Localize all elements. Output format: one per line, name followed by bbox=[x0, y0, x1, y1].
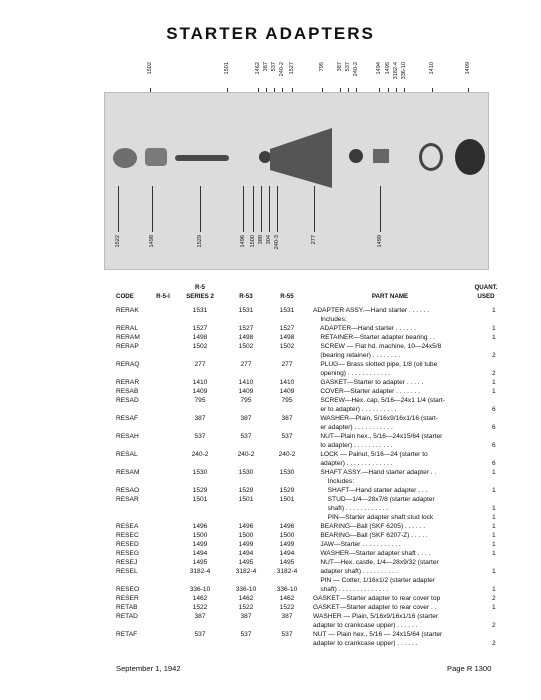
cell-desc: LOCK — Palnut, 5/16—24 (starter to bbox=[313, 451, 428, 458]
table-row bbox=[0, 387, 541, 396]
cell-qty: 1 bbox=[492, 523, 496, 530]
cell-n2: 1409 bbox=[238, 388, 254, 395]
cell-desc: NUT — Plain hex., 5/16 — 24x15/64 (starter bbox=[313, 631, 443, 638]
callout-leader bbox=[380, 186, 381, 232]
cell-n2: 387 bbox=[240, 415, 252, 422]
cell-qty: 1 bbox=[492, 487, 496, 494]
cell-desc: to adapter) . . . . . . . . . . . bbox=[313, 442, 393, 449]
header-r51: R-5-I bbox=[156, 293, 170, 300]
part-gasket-left bbox=[113, 148, 137, 168]
cell-n3: 1498 bbox=[279, 334, 295, 341]
cell-desc: RETAINER—Starter adapter bearing . . bbox=[313, 334, 435, 341]
cell-qty: 1 bbox=[492, 388, 496, 395]
table-row bbox=[0, 630, 541, 639]
cell-code: RESAL bbox=[116, 451, 138, 458]
cell-n2: 1494 bbox=[238, 550, 254, 557]
cell-desc: GASKET—Starter to adapter . . . . . bbox=[313, 379, 424, 386]
cell-n1: 1409 bbox=[192, 388, 208, 395]
table-row bbox=[0, 594, 541, 603]
cell-n1: 3182-4 bbox=[189, 568, 211, 575]
part-adapter-housing bbox=[270, 128, 332, 188]
cell-desc: shaft) . . . . . . . . . . . . bbox=[313, 505, 389, 512]
cell-code: RERAP bbox=[116, 343, 139, 350]
cell-desc: WASHER—Plain, 5/16x9/16x1/16 (start- bbox=[313, 415, 439, 422]
table-row bbox=[0, 522, 541, 531]
cell-qty: 1 bbox=[492, 514, 496, 521]
callout-top-label: 537 bbox=[345, 62, 351, 72]
cell-code: RERAK bbox=[116, 307, 139, 314]
callout-bottom-label: 240-3 bbox=[274, 235, 280, 250]
cell-n1: 240-2 bbox=[191, 451, 209, 458]
callout-top-label: 795 bbox=[319, 62, 325, 72]
callout-leader bbox=[243, 186, 244, 232]
table-row bbox=[0, 621, 541, 630]
cell-desc: adapter) . . . . . . . . . . . . . bbox=[313, 460, 393, 467]
cell-desc: NUT—Plain hex., 5/16—24x15/64 (starter bbox=[313, 433, 443, 440]
cell-desc: GASKET—Starter adapter to rear cover . . bbox=[313, 604, 437, 611]
cell-n1: 1495 bbox=[192, 559, 208, 566]
cell-n3: 336-10 bbox=[276, 586, 298, 593]
callout-top-label: 1527 bbox=[289, 62, 295, 75]
callout-top-label: 537 bbox=[271, 62, 277, 72]
part-bearing-large bbox=[349, 149, 363, 163]
table-row bbox=[0, 378, 541, 387]
cell-code: RERAQ bbox=[116, 361, 140, 368]
header-quant-line1: QUANT. bbox=[474, 284, 498, 291]
cell-n2: 387 bbox=[240, 613, 252, 620]
table-row bbox=[0, 567, 541, 576]
cell-code: RESEC bbox=[116, 532, 139, 539]
cell-n1: 387 bbox=[194, 415, 206, 422]
cell-qty: 6 bbox=[492, 442, 496, 449]
cell-qty: 2 bbox=[492, 370, 496, 377]
cell-qty: 1 bbox=[492, 379, 496, 386]
cell-n1: 1410 bbox=[192, 379, 208, 386]
callout-bottom-label: 1496 bbox=[240, 235, 246, 248]
cell-n2: 1529 bbox=[238, 487, 254, 494]
callout-top-label: 1410 bbox=[429, 62, 435, 75]
cell-code: RESAB bbox=[116, 388, 139, 395]
cell-n1: 1529 bbox=[192, 487, 208, 494]
cell-n3: 1495 bbox=[279, 559, 295, 566]
cell-code: RERAR bbox=[116, 379, 140, 386]
parts-photo bbox=[104, 92, 489, 270]
callout-bottom-label: 304 bbox=[266, 235, 272, 245]
cell-code: RESAF bbox=[116, 415, 138, 422]
cell-qty: 1 bbox=[492, 325, 496, 332]
cell-n3: 1500 bbox=[279, 532, 295, 539]
cell-n3: 1462 bbox=[279, 595, 295, 602]
cell-desc: shaft) . . . . . . . . . . . . . . bbox=[313, 586, 389, 593]
cell-qty: 1 bbox=[492, 568, 496, 575]
cell-code: RESEG bbox=[116, 550, 140, 557]
cell-n2: 537 bbox=[240, 631, 252, 638]
cell-code: RETAB bbox=[116, 604, 138, 611]
callout-bottom-label: 277 bbox=[311, 235, 317, 245]
cell-code: RESEO bbox=[116, 586, 140, 593]
cell-code: RETAD bbox=[116, 613, 138, 620]
callout-top-label: 387 bbox=[263, 62, 269, 72]
cell-n2: 277 bbox=[240, 361, 252, 368]
cell-desc: ADAPTER—Hand starter . . . . . . bbox=[313, 325, 416, 332]
header-r55: R-55 bbox=[280, 293, 294, 300]
cell-n1: 1498 bbox=[192, 334, 208, 341]
part-gasket-ring bbox=[419, 143, 443, 171]
callout-top-label: 1502 bbox=[147, 62, 153, 75]
table-row bbox=[0, 414, 541, 423]
table-row bbox=[0, 540, 541, 549]
cell-desc: BEARING—Ball (SKF 6207-Z) . . . . . bbox=[313, 532, 428, 539]
callout-bottom-label: 1498 bbox=[149, 235, 155, 248]
cell-n2: 1502 bbox=[238, 343, 254, 350]
header-code: CODE bbox=[116, 293, 134, 300]
callout-top-label: 240-2 bbox=[353, 62, 359, 77]
cell-desc: JAW—Starter . . . . . . . . . . . bbox=[313, 541, 401, 548]
callout-top-label: 1462 bbox=[255, 62, 261, 75]
cell-desc: PLUG— Brass slotted pipe, 1/8 (oil tube bbox=[313, 361, 438, 368]
cell-desc: WASHER — Plain, 5/16x9/16x1/16 (starter bbox=[313, 613, 439, 620]
cell-n1: 795 bbox=[194, 397, 206, 404]
table-row bbox=[0, 360, 541, 369]
cell-desc: NUT—Hex. castle, 1/4—28x9/32 (starter bbox=[313, 559, 439, 566]
table-row bbox=[0, 450, 541, 459]
cell-n1: 537 bbox=[194, 631, 206, 638]
cell-qty: 1 bbox=[492, 469, 496, 476]
cell-n1: 537 bbox=[194, 433, 206, 440]
header-r5s2-line2: SERIES 2 bbox=[186, 293, 214, 300]
cell-desc: PIN—Starter adapter shaft stud lock bbox=[313, 514, 434, 521]
cell-n2: 537 bbox=[240, 433, 252, 440]
cell-n1: 277 bbox=[194, 361, 206, 368]
callout-bottom-label: 1529 bbox=[197, 235, 203, 248]
cell-n2: 1410 bbox=[238, 379, 254, 386]
cell-qty: 6 bbox=[492, 460, 496, 467]
footer-page: Page R 1300 bbox=[447, 664, 492, 673]
cell-code: RETAF bbox=[116, 631, 138, 638]
table-row bbox=[0, 576, 541, 585]
table-row bbox=[0, 306, 541, 315]
cell-desc: SHAFT—Hand starter adapter . . . bbox=[313, 487, 428, 494]
cell-code: RERAL bbox=[116, 325, 138, 332]
cell-code: RESAR bbox=[116, 496, 139, 503]
cell-n1: 1527 bbox=[192, 325, 208, 332]
part-retainer bbox=[145, 148, 167, 166]
table-row bbox=[0, 333, 541, 342]
table-row bbox=[0, 531, 541, 540]
table-row bbox=[0, 369, 541, 378]
cell-n3: 537 bbox=[281, 631, 293, 638]
cell-qty: 1 bbox=[492, 532, 496, 539]
cell-desc: adapter to crankcase upper) . . . . . . bbox=[313, 640, 418, 647]
cell-n1: 1530 bbox=[192, 469, 208, 476]
cell-n2: 1530 bbox=[238, 469, 254, 476]
table-row bbox=[0, 495, 541, 504]
table-row bbox=[0, 504, 541, 513]
callout-top-label: 387 bbox=[337, 62, 343, 72]
cell-n3: 537 bbox=[281, 433, 293, 440]
table-row bbox=[0, 432, 541, 441]
table-row bbox=[0, 612, 541, 621]
cell-n3: 1409 bbox=[279, 388, 295, 395]
cell-n1: 387 bbox=[194, 613, 206, 620]
cell-n1: 1522 bbox=[192, 604, 208, 611]
cell-code: RESER bbox=[116, 595, 139, 602]
header-r5s2-line1: R-5 bbox=[195, 284, 205, 291]
cell-n3: 1531 bbox=[279, 307, 295, 314]
cell-n3: 1530 bbox=[279, 469, 295, 476]
cell-code: RESAD bbox=[116, 397, 139, 404]
cell-n1: 1531 bbox=[192, 307, 208, 314]
table-row bbox=[0, 396, 541, 405]
cell-n3: 1499 bbox=[279, 541, 295, 548]
callout-leader bbox=[253, 186, 254, 232]
cell-qty: 2 bbox=[492, 595, 496, 602]
cell-desc: er to adapter) . . . . . . . . . . bbox=[313, 406, 397, 413]
part-jaw bbox=[373, 149, 389, 163]
table-row bbox=[0, 315, 541, 324]
cell-desc: WASHER—Starter adapter shaft . . . . bbox=[313, 550, 431, 557]
page-title: STARTER ADAPTERS bbox=[166, 24, 375, 43]
cell-n1: 1494 bbox=[192, 550, 208, 557]
cell-desc: STUD—1/4—28x7/8 (starter adapter bbox=[313, 496, 435, 503]
cell-qty: 1 bbox=[492, 604, 496, 611]
table-row bbox=[0, 477, 541, 486]
cell-qty: 2 bbox=[492, 640, 496, 647]
cell-desc: adapter shaft) . . . . . . . . . . bbox=[313, 568, 398, 575]
table-row bbox=[0, 324, 541, 333]
cell-desc: COVER—Starter adapter . . . . . . . bbox=[313, 388, 421, 395]
cell-n1: 1501 bbox=[192, 496, 208, 503]
callout-top-label: 1501 bbox=[224, 62, 230, 75]
header-quant-line2: USED bbox=[477, 293, 495, 300]
callout-leader bbox=[261, 186, 262, 232]
cell-n2: 1462 bbox=[238, 595, 254, 602]
cell-n3: 387 bbox=[281, 415, 293, 422]
callout-top-label: 3182-4 bbox=[393, 62, 399, 80]
cell-desc: GASKET—Starter adapter to rear cover top bbox=[313, 595, 441, 602]
callout-bottom-label: 388 bbox=[258, 235, 264, 245]
table-row bbox=[0, 459, 541, 468]
cell-n2: 795 bbox=[240, 397, 252, 404]
cell-qty: 2 bbox=[492, 622, 496, 629]
table-row bbox=[0, 486, 541, 495]
cell-code: RERAM bbox=[116, 334, 140, 341]
table-row bbox=[0, 423, 541, 432]
cell-n3: 1496 bbox=[279, 523, 295, 530]
cell-qty: 2 bbox=[492, 352, 496, 359]
table-row bbox=[0, 603, 541, 612]
cell-n2: 336-10 bbox=[235, 586, 257, 593]
cell-n2: 3182-4 bbox=[235, 568, 257, 575]
cell-qty: 1 bbox=[492, 307, 496, 314]
table-row bbox=[0, 405, 541, 414]
callout-top-label: 1409 bbox=[465, 62, 471, 75]
callout-leader bbox=[277, 186, 278, 232]
table-row bbox=[0, 558, 541, 567]
table-row bbox=[0, 468, 541, 477]
callout-leader bbox=[118, 186, 119, 232]
callout-top-label: 336-10 bbox=[401, 62, 407, 80]
cell-qty: 1 bbox=[492, 541, 496, 548]
cell-code: RESEJ bbox=[116, 559, 138, 566]
cell-desc: BEARING—Ball (SKF 6205) . . . . . . bbox=[313, 523, 426, 530]
cell-n3: 1501 bbox=[279, 496, 295, 503]
cell-n1: 1499 bbox=[192, 541, 208, 548]
callout-bottom-label: 1500 bbox=[250, 235, 256, 248]
cell-qty: 1 bbox=[492, 505, 496, 512]
cell-code: RESEA bbox=[116, 523, 139, 530]
cell-desc: SCREW — Flat hd. machine, 10—24x5/8 bbox=[313, 343, 442, 350]
cell-qty: 1 bbox=[492, 586, 496, 593]
cell-n1: 1502 bbox=[192, 343, 208, 350]
callout-bottom-label: 1522 bbox=[115, 235, 121, 248]
table-row bbox=[0, 441, 541, 450]
cell-n2: 1499 bbox=[238, 541, 254, 548]
callout-top-label: 1495 bbox=[385, 62, 391, 75]
cell-code: RESAO bbox=[116, 487, 140, 494]
cell-desc: Includes: bbox=[313, 316, 347, 323]
cell-desc: er adapter) . . . . . . . . . . . bbox=[313, 424, 393, 431]
table-row bbox=[0, 549, 541, 558]
header-r53: R-53 bbox=[239, 293, 253, 300]
cell-n3: 1527 bbox=[279, 325, 295, 332]
cell-desc: ADAPTER ASSY.—Hand starter . . . . . . bbox=[313, 307, 430, 314]
table-row bbox=[0, 585, 541, 594]
cell-n3: 387 bbox=[281, 613, 293, 620]
cell-n2: 1527 bbox=[238, 325, 254, 332]
cell-n2: 1495 bbox=[238, 559, 254, 566]
cell-n1: 1462 bbox=[192, 595, 208, 602]
cell-desc: SCREW—Hex. cap, 5/16—24x1 1/4 (start- bbox=[313, 397, 445, 404]
cell-n2: 1531 bbox=[238, 307, 254, 314]
cell-desc: SHAFT ASSY.—Hand starter adapter . . bbox=[313, 469, 437, 476]
cell-n1: 1496 bbox=[192, 523, 208, 530]
cell-n3: 1529 bbox=[279, 487, 295, 494]
cell-code: RESEL bbox=[116, 568, 138, 575]
callout-leader bbox=[152, 186, 153, 232]
cell-code: RESED bbox=[116, 541, 139, 548]
callout-bottom-label: 1499 bbox=[377, 235, 383, 248]
cell-n3: 1494 bbox=[279, 550, 295, 557]
cell-desc: (bearing retainer) . . . . . . . . bbox=[313, 352, 401, 359]
table-row bbox=[0, 342, 541, 351]
cell-n3: 240-2 bbox=[278, 451, 296, 458]
cell-n3: 1522 bbox=[279, 604, 295, 611]
cell-n3: 795 bbox=[281, 397, 293, 404]
callout-leader bbox=[269, 186, 270, 232]
cell-qty: 1 bbox=[492, 334, 496, 341]
cell-desc: Includes: bbox=[313, 478, 355, 485]
cell-n2: 1522 bbox=[238, 604, 254, 611]
cell-n3: 1502 bbox=[279, 343, 295, 350]
callout-top-label: 240-2 bbox=[279, 62, 285, 77]
cell-desc: opening) . . . . . . . . . . . . bbox=[313, 370, 390, 377]
cell-desc: adapter to crankcase upper) . . . . . . bbox=[313, 622, 418, 629]
cell-qty: 6 bbox=[492, 424, 496, 431]
cell-n3: 277 bbox=[281, 361, 293, 368]
cell-code: RESAH bbox=[116, 433, 139, 440]
table-row bbox=[0, 513, 541, 522]
cell-n2: 1496 bbox=[238, 523, 254, 530]
footer-date: September 1, 1942 bbox=[116, 664, 181, 673]
table-row bbox=[0, 351, 541, 360]
callout-leader bbox=[314, 186, 315, 232]
header-part-name: PART NAME bbox=[371, 293, 409, 300]
callout-leader bbox=[200, 186, 201, 232]
cell-n2: 1500 bbox=[238, 532, 254, 539]
cell-n2: 1498 bbox=[238, 334, 254, 341]
cell-qty: 6 bbox=[492, 406, 496, 413]
table-row bbox=[0, 639, 541, 648]
part-cover bbox=[455, 139, 485, 175]
part-bearing-small bbox=[259, 151, 271, 163]
cell-n2: 240-2 bbox=[237, 451, 255, 458]
cell-n3: 3182-4 bbox=[276, 568, 298, 575]
callout-top-label: 1494 bbox=[376, 62, 382, 75]
cell-qty: 1 bbox=[492, 550, 496, 557]
part-shaft bbox=[175, 155, 229, 161]
cell-n2: 1501 bbox=[238, 496, 254, 503]
cell-n1: 1500 bbox=[192, 532, 208, 539]
cell-n3: 1410 bbox=[279, 379, 295, 386]
cell-code: RESAM bbox=[116, 469, 140, 476]
cell-n1: 336-10 bbox=[189, 586, 211, 593]
cell-desc: PIN — Cotter, 1/16x1/2 (starter adapter bbox=[313, 577, 436, 584]
